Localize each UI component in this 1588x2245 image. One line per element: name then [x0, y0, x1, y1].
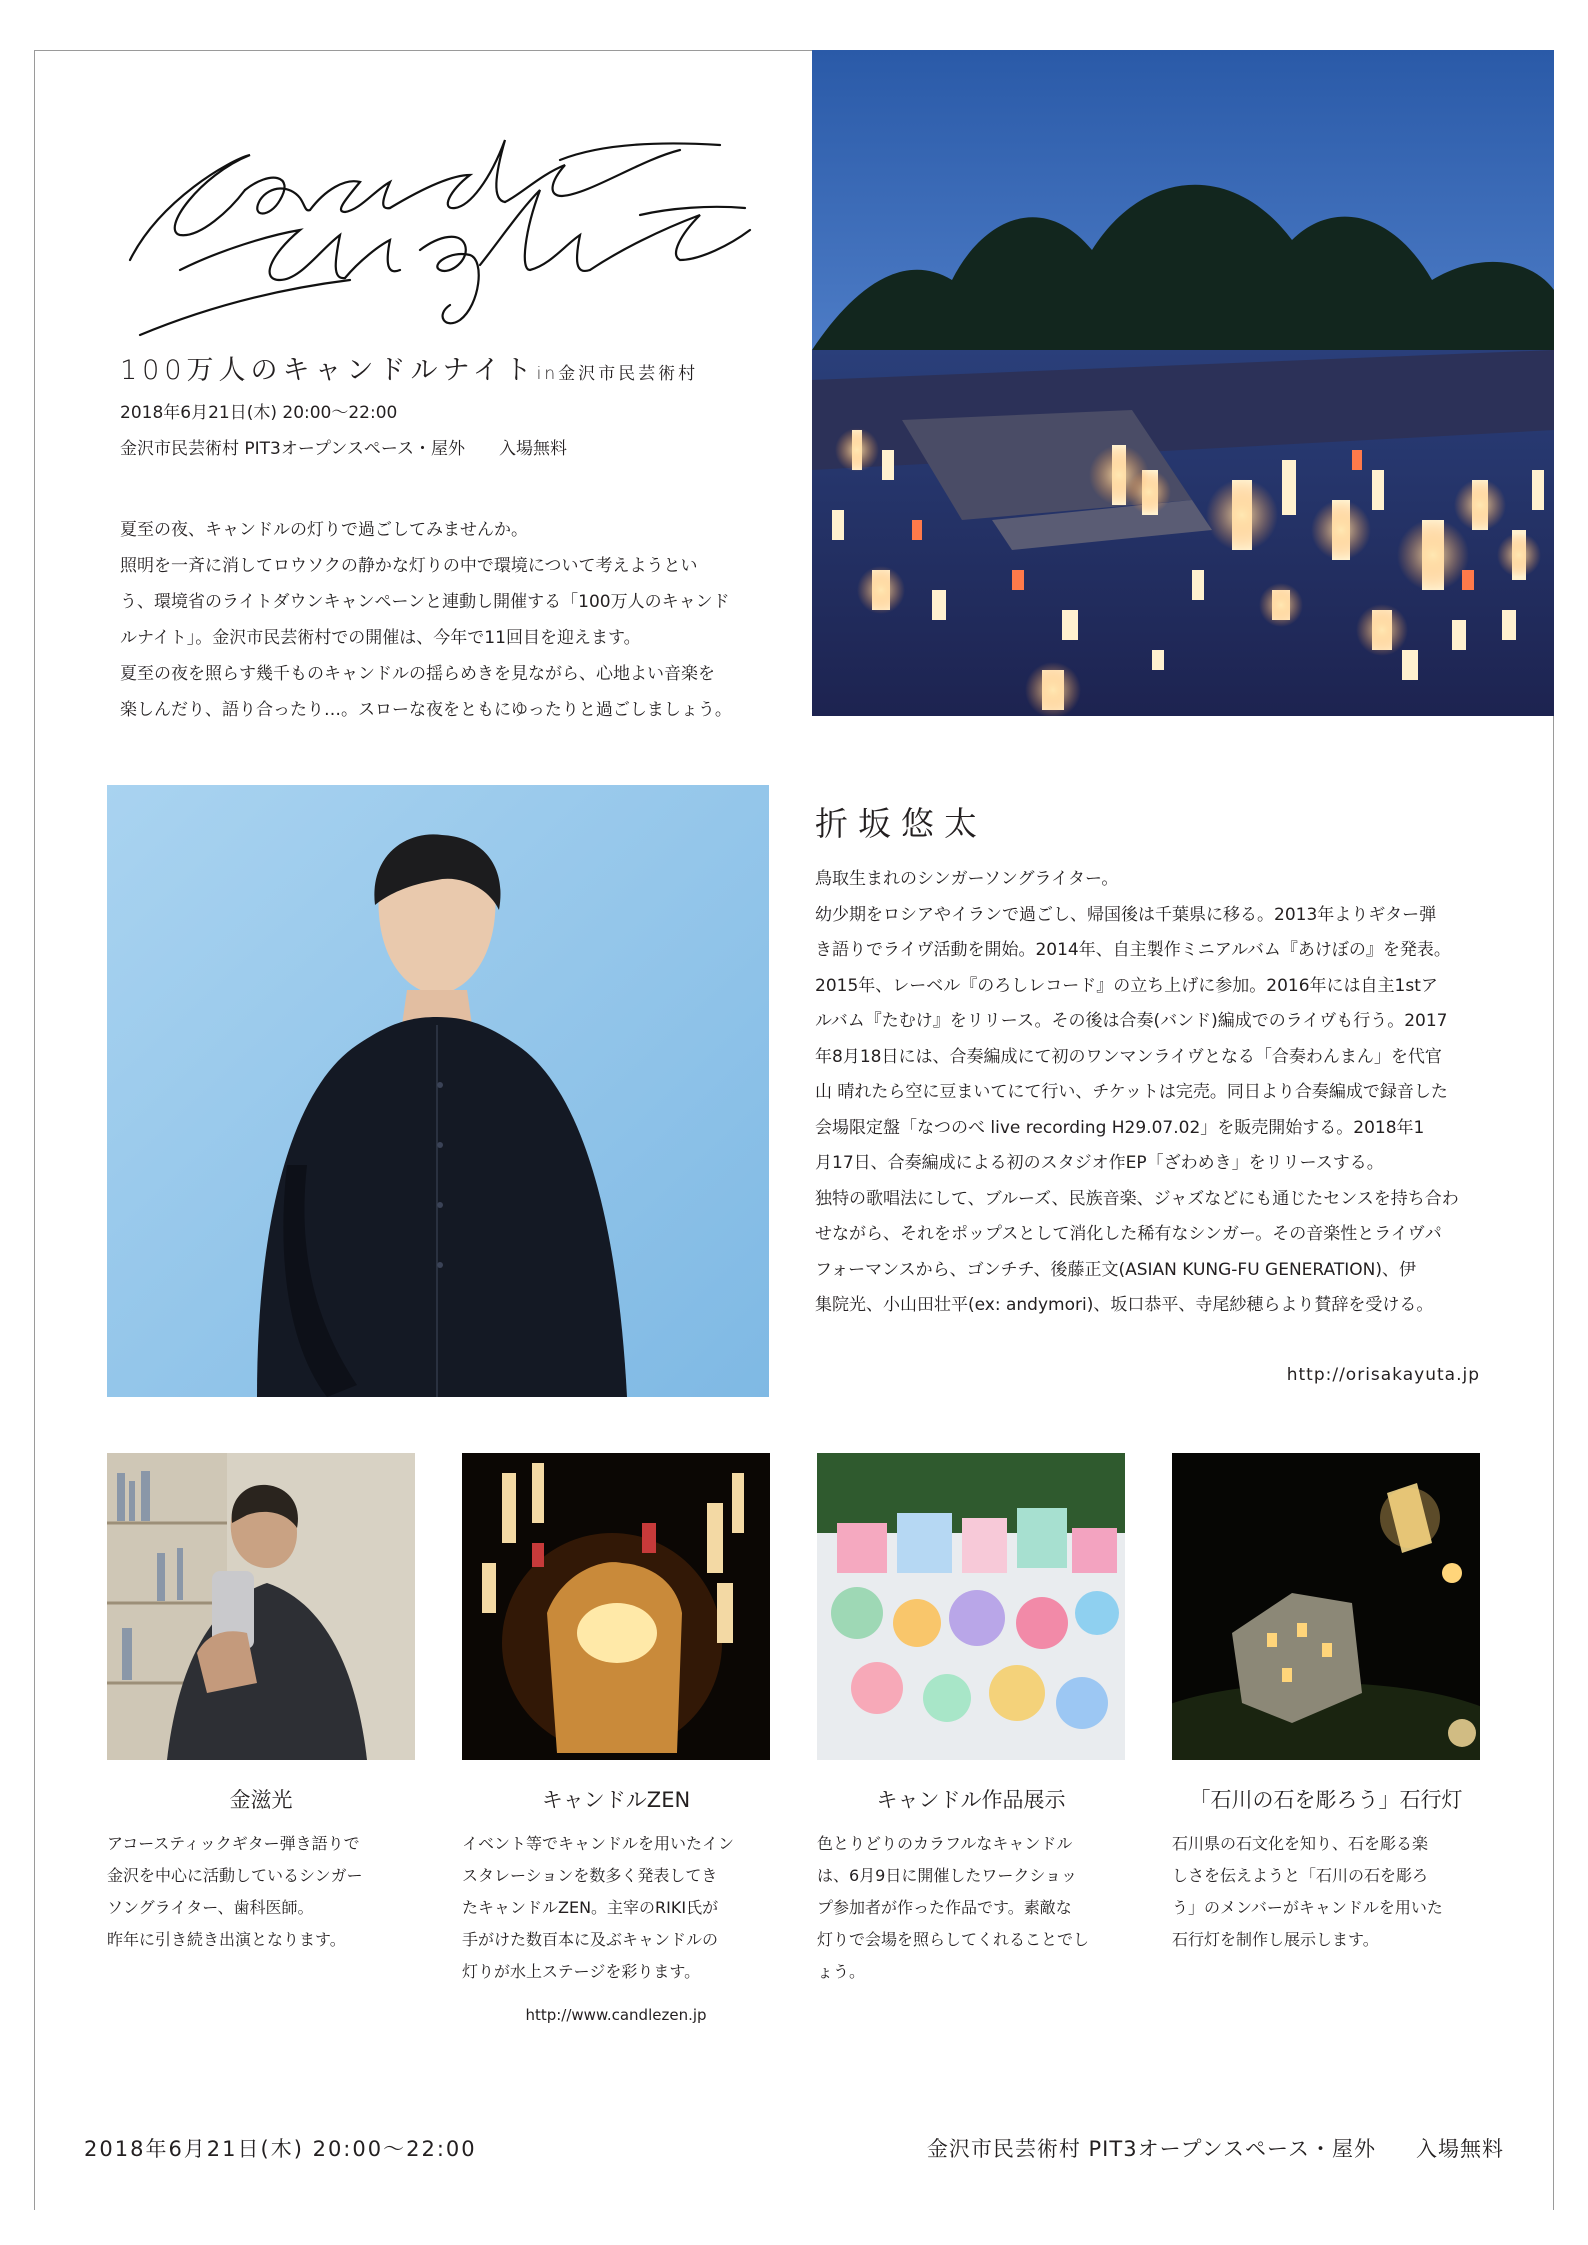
col-line: 石行灯を制作し展示します。	[1172, 1930, 1379, 1949]
bio-line: 山 晴れたら空に豆まいてにて行い、チケットは完売。同日より合奏編成で録音した	[815, 1082, 1448, 1102]
col-text-candle-zen	[462, 1828, 770, 1988]
event-venue: 金沢市民芸術村 PIT3オープンスペース・屋外	[120, 439, 465, 459]
bio-line: 月17日、合奏編成による初のスタジオ作EP「ざわめき」をリリースする。	[815, 1153, 1384, 1173]
col-title-candle-works: キャンドル作品展示	[876, 1788, 1066, 1812]
intro-line: 楽しんだり、語り合ったり…。スローな夜をともにゆったりと過ごしましょう。	[120, 700, 732, 720]
frame-left-line	[34, 50, 35, 2210]
subtitle-location: in金沢市民芸術村	[536, 364, 699, 384]
col-line: 手がけた数百本に及ぶキャンドルの	[462, 1930, 719, 1949]
bio-line: 独特の歌唱法にして、ブルーズ、民族音楽、ジャズなどにも通じたセンスを持ち合わ	[815, 1188, 1459, 1209]
frame-right-line	[1553, 715, 1554, 2210]
col-line: う」のメンバーがキャンドルを用いた	[1172, 1898, 1443, 1917]
intro-line: 夏至の夜、キャンドルの灯りで過ごしてみませんか。	[120, 520, 528, 540]
candle-night-logo	[120, 120, 760, 340]
event-subtitle	[120, 348, 698, 387]
event-venue-line	[120, 434, 567, 459]
col-line: 灯りが水上ステージを彩ります。	[462, 1962, 701, 1981]
footer-admission: 入場無料	[1416, 2137, 1504, 2161]
bio-line: 会場限定盤「なつのべ live recording H29.07.02」を販売開始する。2018年1	[815, 1117, 1425, 1138]
bio-line: 鳥取生まれのシンガーソングライター。	[815, 869, 1119, 889]
col-line: アコースティックギター弾き語りで	[107, 1834, 360, 1853]
intro-line: 夏至の夜を照らす幾千ものキャンドルの揺らめきを見ながら、心地よい音楽を	[120, 664, 715, 684]
col-line: は、6月9日に開催したワークショッ	[817, 1866, 1078, 1885]
artist-name: 折坂悠太	[815, 804, 987, 843]
bio-line: フォーマンスから、ゴンチチ、後藤正文(ASIAN KUNG-FU GENERATION)、伊	[815, 1259, 1416, 1280]
col-line: 灯りで会場を照らしてくれることでし	[817, 1930, 1090, 1949]
col-title-kim: 金滋光	[229, 1788, 293, 1812]
candle-works-photo	[817, 1453, 1125, 1760]
intro-line: ルナイト」。金沢市民芸術村での開催は、今年で11回目を迎えます。	[120, 628, 641, 648]
bio-line: き語りでライヴ活動を開始。2014年、自主製作ミニアルバム『あけぼの』を発表。	[815, 940, 1451, 960]
intro-line: 照明を一斉に消してロウソクの静かな灯りの中で環境について考えようとい	[120, 556, 698, 576]
col-line: ソングライター、歯科医師。	[107, 1898, 314, 1917]
col-line: たキャンドルZEN。主宰のRIKI氏が	[462, 1898, 719, 1917]
event-admission: 入場無料	[498, 439, 567, 459]
col-line: 色とりどりのカラフルなキャンドル	[817, 1834, 1073, 1853]
intro-line: う、環境省のライトダウンキャンペーンと連動し開催する「100万人のキャンド	[120, 592, 730, 612]
bio-line: ルバム『たむけ』をリリース。その後は合奏(バンド)編成でのライヴも行う。2017	[815, 1011, 1448, 1031]
footer-venue: 金沢市民芸術村 PIT3オープンスペース・屋外	[926, 2137, 1376, 2161]
col-text-stone-lantern	[1172, 1828, 1480, 1956]
col-line: プ参加者が作った作品です。素敵な	[817, 1898, 1072, 1917]
col-line: 昨年に引き続き出演となります。	[107, 1930, 346, 1949]
footer-venue-line	[927, 2133, 1504, 2163]
bio-line: 幼少期をロシアやイランで過ごし、帰国後は千葉県に移る。2013年よりギター弾	[815, 904, 1437, 925]
col-line: 石川県の石文化を知り、石を彫る楽	[1172, 1834, 1429, 1853]
artist-website-link[interactable]: http://orisakayuta.jp	[1286, 1365, 1480, 1385]
candle-zen-photo	[462, 1453, 770, 1760]
col-text-kim	[107, 1828, 415, 1956]
bio-line: 集院光、小山田壮平(ex: andymori)、坂口恭平、寺尾紗穂らより賛辞を受ける。	[815, 1295, 1434, 1315]
col-line: ょう。	[817, 1962, 866, 1981]
intro-text	[120, 512, 770, 728]
col-line: しさを伝えようと「石川の石を彫ろ	[1172, 1866, 1429, 1885]
bio-line: 2015年、レーベル『のろしレコード』の立ち上げに参加。2016年には自主1stア	[815, 975, 1438, 996]
col-line: スタレーションを数多く発表してき	[462, 1866, 718, 1885]
col-line: 金沢を中心に活動しているシンガー	[107, 1866, 363, 1885]
candle-zen-website-link[interactable]: http://www.candlezen.jp	[525, 2006, 707, 2024]
bio-line: せながら、それをポップスとして消化した稀有なシンガー。その音楽性とライヴパ	[815, 1224, 1442, 1244]
kim-jigwang-photo	[107, 1453, 415, 1760]
col-title-stone-lantern: 「石川の石を彫ろう」石行灯	[1189, 1788, 1463, 1812]
artist-photo	[107, 785, 769, 1397]
subtitle-main: 100万人のキャンドルナイト	[120, 355, 537, 386]
event-date: 2018年6月21日(木) 20:00〜22:00	[120, 403, 398, 423]
footer-datetime: 2018年6月21日(木) 20:00〜22:00	[84, 2137, 477, 2161]
candle-pond-photo	[812, 50, 1554, 716]
stone-lantern-photo	[1172, 1453, 1480, 1760]
artist-bio	[815, 862, 1480, 1324]
col-text-candle-works	[817, 1828, 1125, 1988]
bio-line: 年8月18日には、合奏編成にて初のワンマンライヴとなる「合奏わんまん」を代官	[815, 1046, 1442, 1067]
col-line: イベント等でキャンドルを用いたイン	[462, 1834, 735, 1853]
col-title-candle-zen: キャンドルZEN	[541, 1788, 691, 1812]
